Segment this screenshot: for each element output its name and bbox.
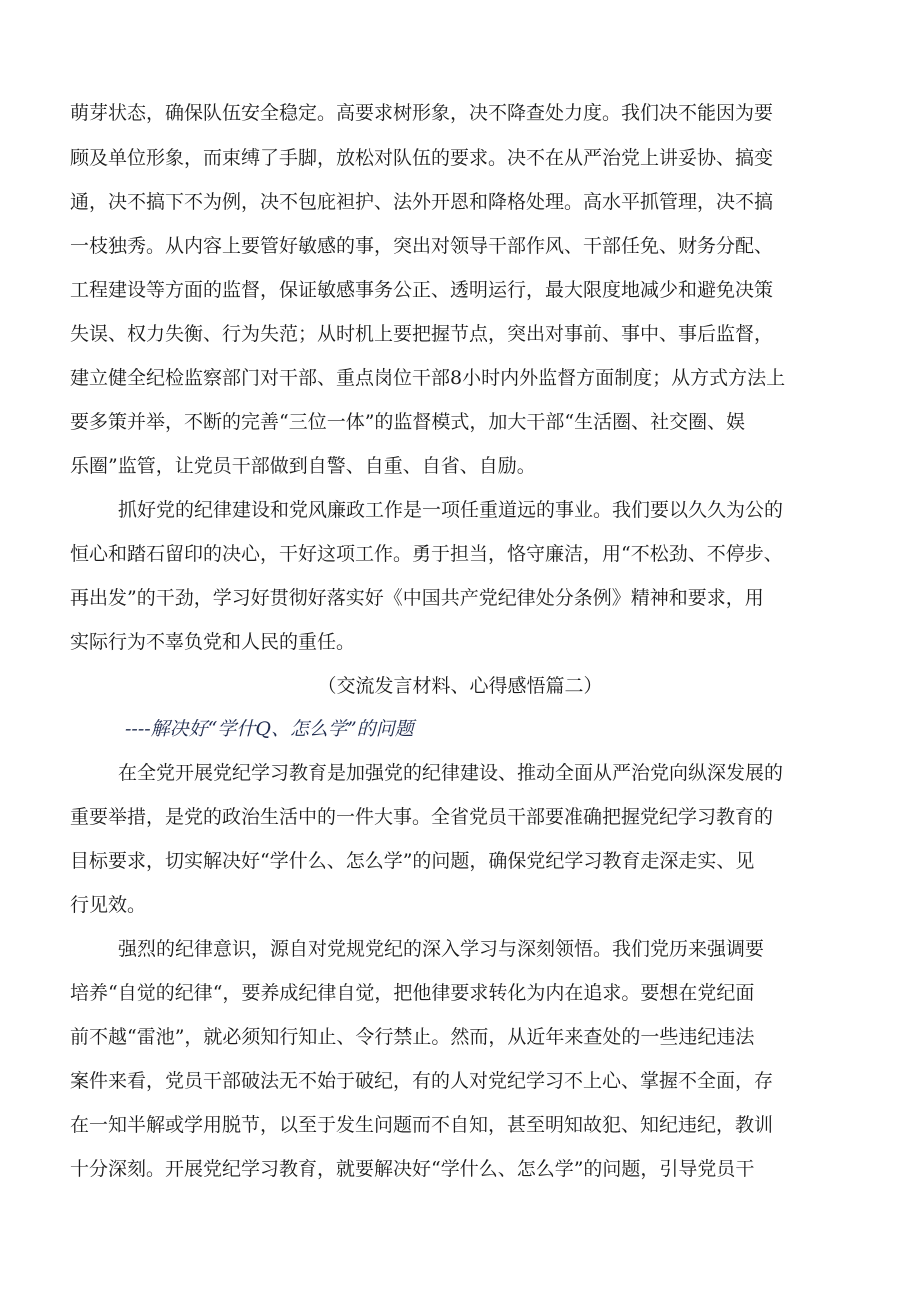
paragraph-first-line: 抓好党的纪律建设和党风廉政工作是一项任重道远的事业。我们要以久久为公的 (118, 499, 784, 521)
text-line: 建立健全纪检监察部门对干部、重点岗位干部8小时内外监督方面制度；从方式方法上 (70, 367, 786, 389)
paragraph-first-line: 在全党开展党纪学习教育是加强党的纪律建设、推动全面从严治党向纵深发展的 (118, 762, 784, 784)
text-line: 工程建设等方面的监督，保证敏感事务公正、透明运行，最大限度地减少和避免决策 (70, 279, 774, 301)
text-line: 行见效。 (70, 894, 147, 916)
text-line: 前不越“雷池”，就必须知行知止、令行禁止。然而，从近年来查处的一些违纪违法 (70, 1026, 755, 1048)
text-line: 目标要求，切实解决好“学什么、怎么学”的问题，确保党纪学习教育走深走实、见 (70, 850, 755, 872)
text-line: 实际行为不辜负党和人民的重任。 (70, 631, 356, 653)
section-title: （交流发言材料、心得感悟篇二） (317, 675, 603, 697)
text-line: 要多策并举，不断的完善“三位一体”的监督模式，加大干部“生活圈、社交圈、娱 (70, 411, 746, 433)
text-line: 乐圈”监管，让党员干部做到自警、自重、自省、自励。 (70, 455, 536, 477)
text-line: 萌芽状态，确保队伍安全稳定。高要求树形象，决不降查处力度。我们决不能因为要 (70, 102, 774, 124)
text-line: 再出发”的干劲，学习好贯彻好落实好《中国共产党纪律处分条例》精神和要求，用 (70, 587, 764, 609)
text-line: 通，决不搞下不为例，决不包庇袒护、法外开恩和降格处理。高水平抓管理，决不搞 (70, 191, 774, 213)
text-line: 顾及单位形象，而束缚了手脚，放松对队伍的要求。决不在从严治党上讲妥协、搞变 (70, 147, 774, 169)
paragraph-first-line: 强烈的纪律意识，源自对党规党纪的深入学习与深刻领悟。我们党历来强调要 (118, 938, 765, 960)
text-line: 培养“自觉的纪律“，要养成纪律自觉，把他律要求转化为内在追求。要想在党纪面 (70, 982, 755, 1004)
text-line: 一枝独秀。从内容上要管好敏感的事，突出对领导干部作风、干部任免、财务分配、 (70, 235, 774, 257)
section-subtitle: ----解决好“学什Q、怎么学”的问题 (125, 718, 414, 740)
text-line: 十分深刻。开展党纪学习教育，就要解决好“学什么、怎么学”的问题，引导党员干 (70, 1158, 755, 1180)
text-line: 在一知半解或学用脱节，以至于发生问题而不自知，甚至明知故犯、知纪违纪，教训 (70, 1114, 774, 1136)
text-line: 恒心和踏石留印的决心，干好这项工作。勇于担当，恪守廉洁，用“不松劲、不停步、 (70, 543, 783, 565)
text-line: 案件来看，党员干部破法无不始于破纪，有的人对党纪学习不上心、掌握不全面，存 (70, 1070, 774, 1092)
text-line: 重要举措，是党的政治生活中的一件大事。全省党员干部要准确把握党纪学习教育的 (70, 806, 774, 828)
text-line: 失误、权力失衡、行为失范；从时机上要把握节点，突出对事前、事中、事后监督， (70, 323, 774, 345)
